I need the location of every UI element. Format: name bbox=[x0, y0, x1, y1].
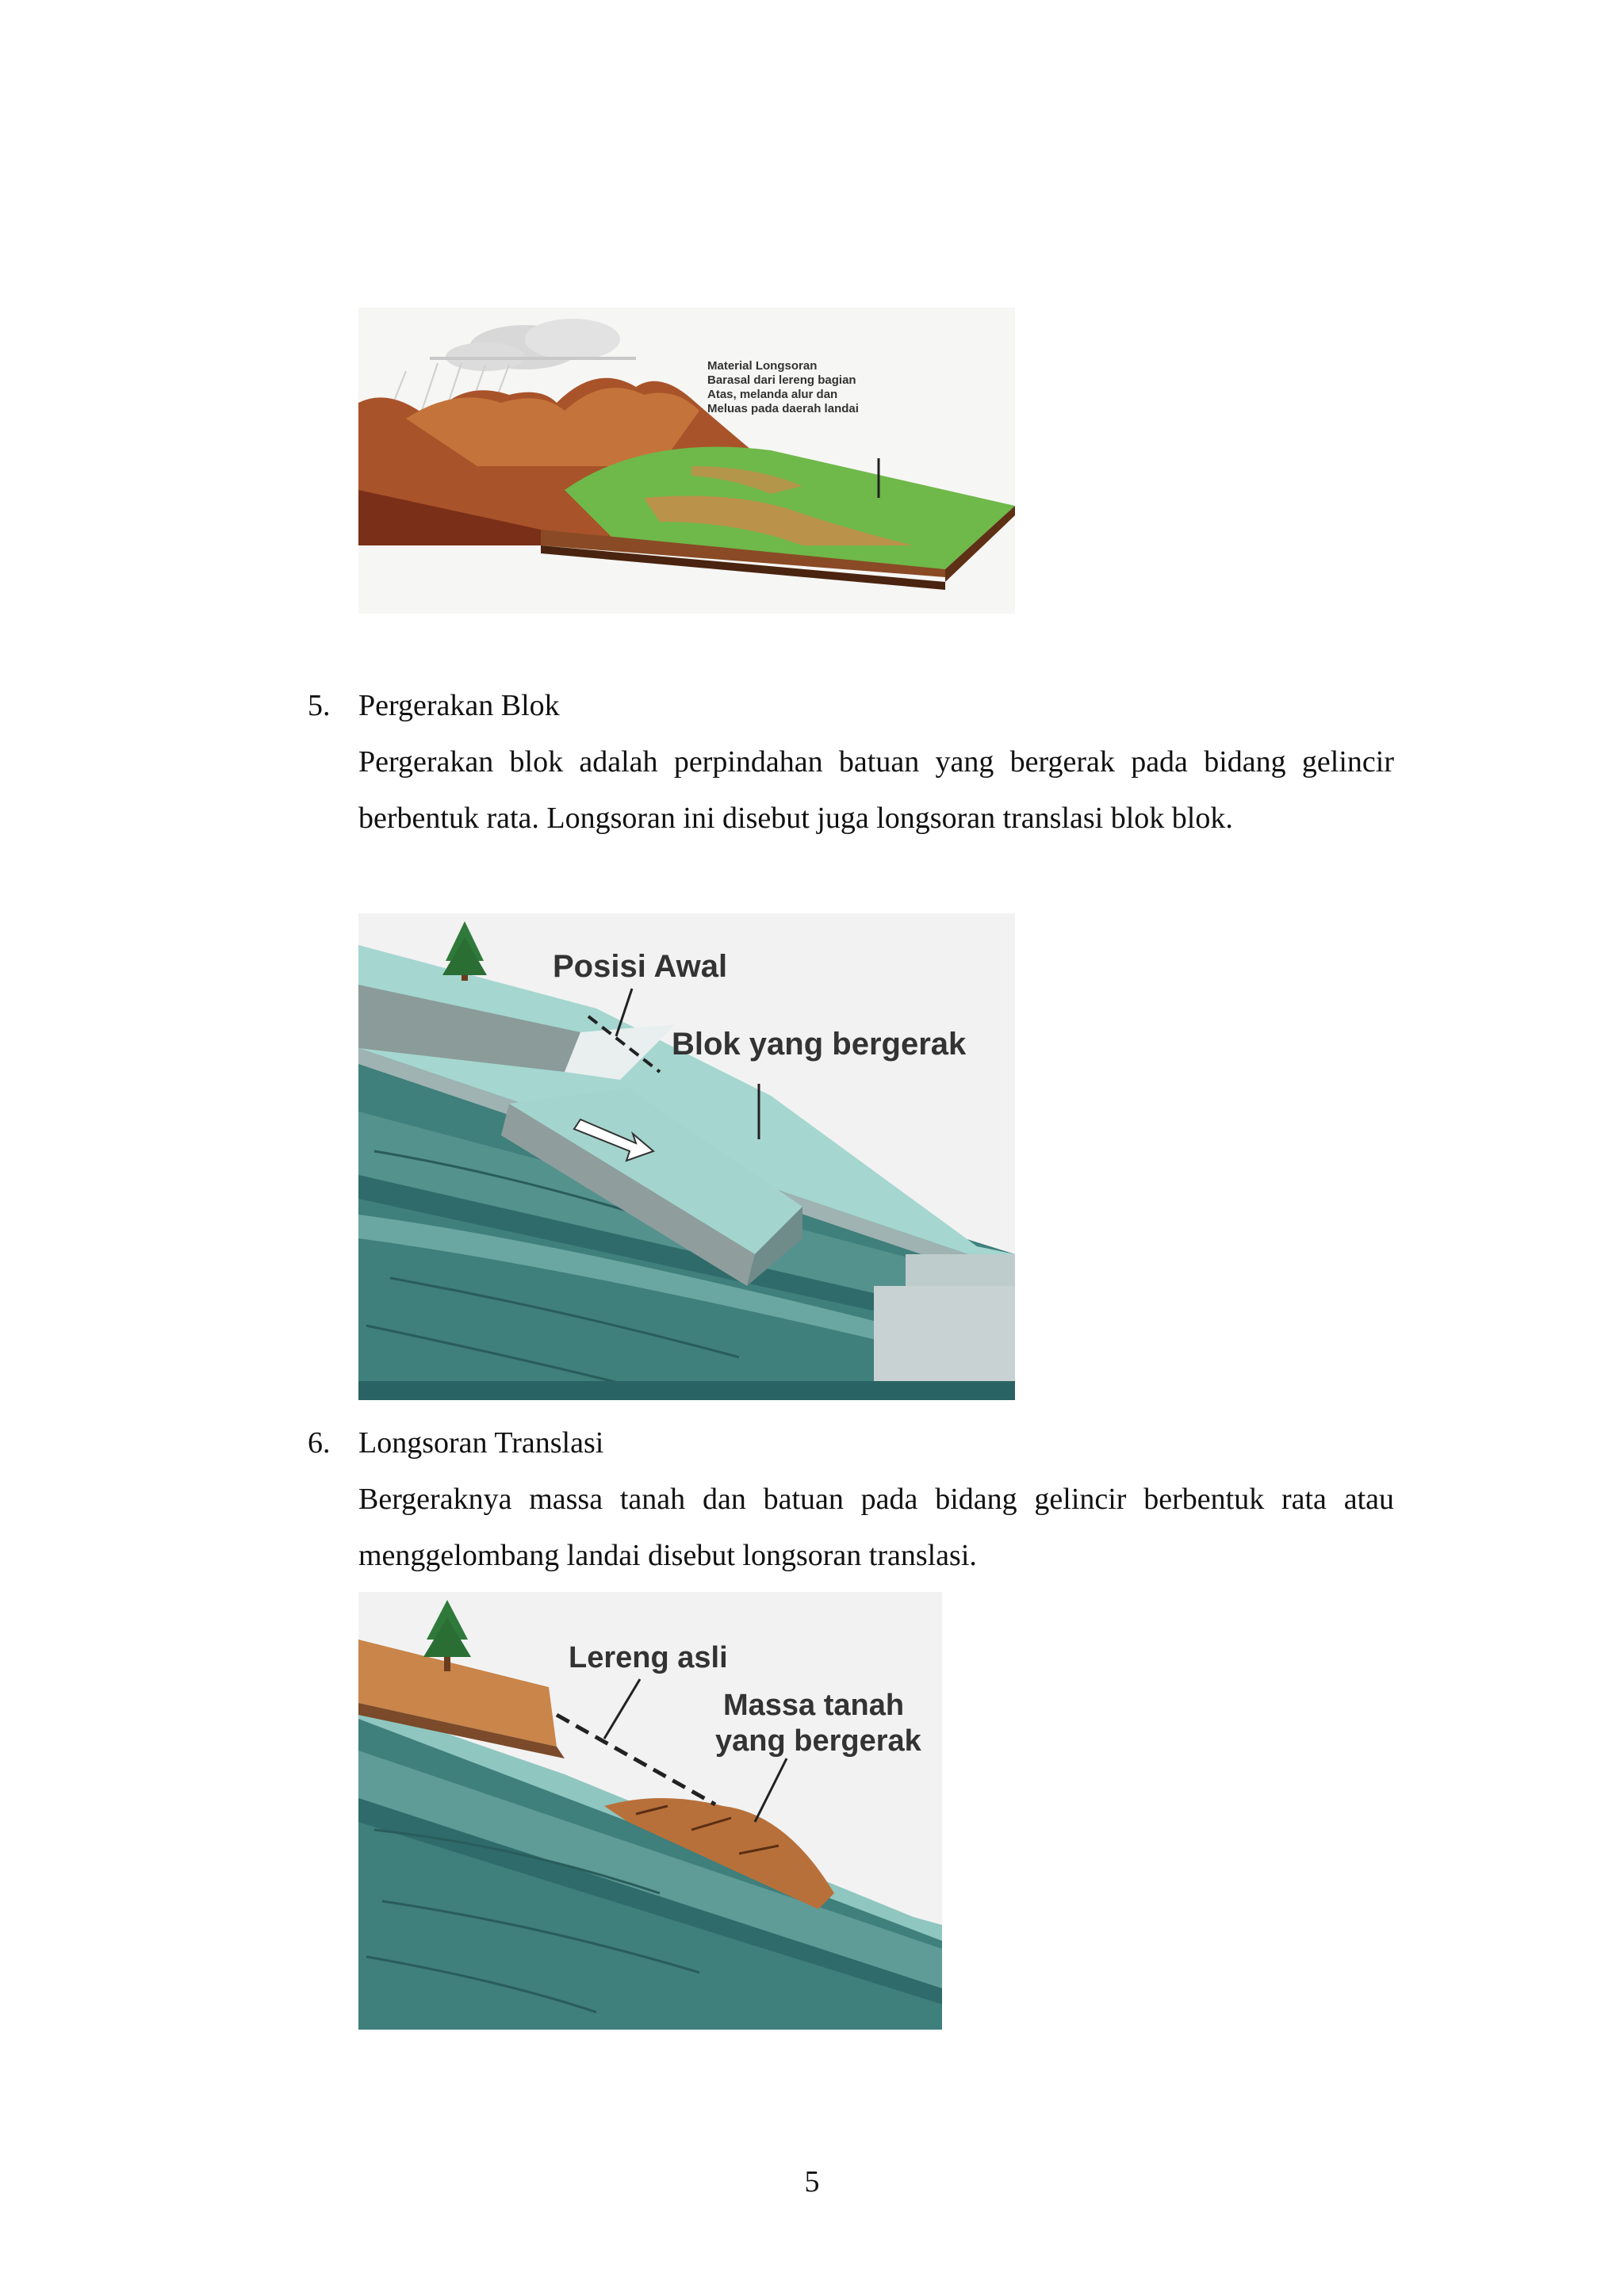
paragraph-pergerakan-blok: Pergerakan blok adalah perpindahan batuan yang bergerak pada bidang gelincir berbentuk rata. Longsoran ini disebut juga longsoran translasi blok blok. bbox=[358, 745, 1394, 835]
figure1-label-line-3: Atas, melanda alur dan bbox=[707, 388, 838, 401]
block-movement-illustration bbox=[358, 913, 1015, 1400]
figure3-label-moving-mass-line1: Massa tanah bbox=[723, 1689, 905, 1722]
figure-block-movement bbox=[358, 913, 1015, 1400]
figure3-label-moving-mass-line2: yang bergerak bbox=[715, 1724, 921, 1758]
item-heading-longsoran-translasi: Longsoran Translasi bbox=[358, 1426, 604, 1460]
page-number: 5 bbox=[804, 2165, 820, 2198]
figure1-label-line-1: Material Longsoran bbox=[707, 359, 818, 373]
translational-slide-illustration bbox=[358, 1592, 942, 2030]
item-number-5: 5. bbox=[308, 689, 331, 722]
item-number-6: 6. bbox=[308, 1426, 331, 1460]
figure-translational-slide bbox=[358, 1592, 942, 2030]
figure2-label-initial-position: Posisi Awal bbox=[553, 949, 728, 984]
debris-flow-illustration bbox=[358, 308, 1015, 614]
figure3-label-original-slope: Lereng asli bbox=[569, 1641, 728, 1674]
paragraph-longsoran-translasi: Bergeraknya massa tanah dan batuan pada bidang gelincir berbentuk rata atau menggelombang landai disebut longsoran translasi. bbox=[358, 1483, 1394, 1572]
figure-debris-flow bbox=[358, 308, 1015, 614]
figure2-label-moving-block: Blok yang bergerak bbox=[672, 1027, 967, 1062]
figure1-label-line-4: Meluas pada daerah landai bbox=[707, 402, 859, 415]
figure1-label-line-2: Barasal dari lereng bagian bbox=[707, 373, 856, 387]
item-heading-pergerakan-blok: Pergerakan Blok bbox=[358, 689, 560, 722]
